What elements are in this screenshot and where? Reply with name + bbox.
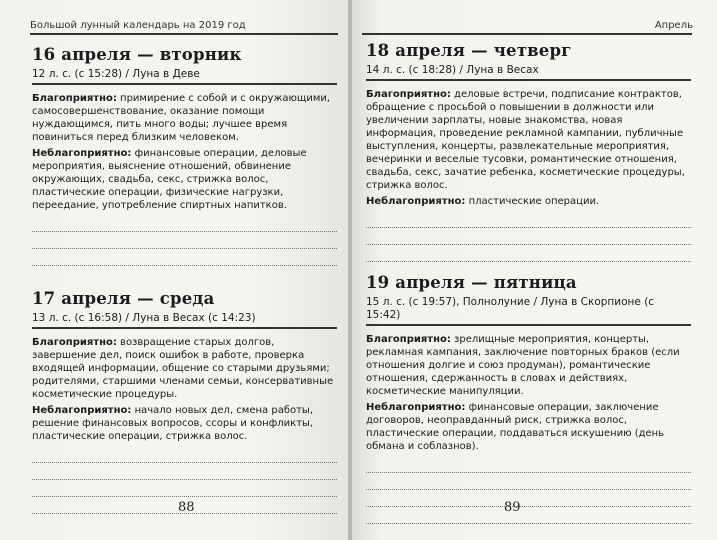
- note-line: [366, 228, 691, 245]
- moon-info: 14 л. с. (с 18:28) / Луна в Весах: [366, 64, 539, 76]
- page-number-left: 88: [178, 500, 195, 515]
- note-line: [366, 507, 691, 524]
- note-line: [32, 249, 337, 266]
- favorable-label: Благоприятно:: [366, 89, 451, 100]
- note-line: [32, 446, 337, 463]
- unfavorable-label: Неблагоприятно:: [32, 405, 132, 416]
- running-head-left: Большой лунный календарь на 2019 год: [30, 20, 246, 31]
- unfavorable-text: начало новых дел, смена работы, решение финансовых вопросов, ссоры и конфликты, пластические операции, стрижка волос.: [32, 405, 314, 442]
- unfavorable-label: Неблагоприятно:: [32, 148, 132, 159]
- note-line: [32, 463, 337, 480]
- note-line: [366, 211, 691, 228]
- note-lines: [32, 215, 337, 266]
- unfavorable-label: Неблагоприятно:: [366, 196, 466, 207]
- day-rule: [32, 83, 337, 85]
- unfavorable-paragraph: [366, 195, 691, 208]
- favorable-paragraph: [32, 92, 337, 144]
- note-line: [366, 245, 691, 262]
- note-line: [366, 490, 691, 507]
- favorable-paragraph: [366, 333, 691, 398]
- unfavorable-paragraph: [32, 147, 337, 212]
- favorable-paragraph: [32, 336, 337, 401]
- day-title: 16 апреля — вторник: [32, 45, 242, 64]
- note-line: [366, 456, 691, 473]
- note-line: [32, 480, 337, 497]
- favorable-label: Благоприятно:: [32, 93, 117, 104]
- day-title: 19 апреля — пятница: [366, 273, 577, 292]
- moon-info: 13 л. с. (с 16:58) / Луна в Весах (с 14:23): [32, 312, 256, 324]
- note-lines: [366, 211, 691, 262]
- note-lines: [366, 456, 691, 524]
- day-rule: [366, 324, 691, 326]
- day-entry-16-april: [32, 44, 337, 266]
- unfavorable-paragraph: [366, 401, 691, 453]
- unfavorable-text: финансовые операции, деловые мероприятия, выяснение отношений, обвинение окружающих, свадьба, секс, стрижка волос, пластические операции, физические нагрузки, переедание, употребление спиртных напитков.: [32, 148, 307, 211]
- moon-info: 15 л. с. (с 19:57), Полнолуние / Луна в Скорпионе (с 15:42): [366, 296, 655, 321]
- header-rule-left: [30, 33, 338, 35]
- day-entry-18-april: [366, 40, 691, 262]
- unfavorable-label: Неблагоприятно:: [366, 402, 466, 413]
- favorable-label: Благоприятно:: [32, 337, 117, 348]
- unfavorable-text: финансовые операции, заключение договоров, неоправданный риск, стрижка волос, пластические операции, поддаваться искушению (день обмана и соблазнов).: [366, 402, 665, 452]
- page-number-right: 89: [504, 500, 521, 515]
- day-entry-19-april: [366, 272, 691, 524]
- moon-info: 12 л. с. (с 15:28) / Луна в Деве: [32, 68, 200, 80]
- unfavorable-text: пластические операции.: [468, 196, 600, 207]
- day-title: 17 апреля — среда: [32, 289, 215, 308]
- page-right: [352, 0, 717, 540]
- header-rule-right: [362, 33, 692, 35]
- day-rule: [366, 79, 691, 81]
- favorable-text: возвращение старых долгов, завершение дел, поиск ошибок в работе, проверка входящей информации, общение со старыми друзьями; родителями, старшими членами семьи, консервативные косметические процедуры.: [32, 337, 334, 400]
- note-line: [366, 473, 691, 490]
- note-line: [32, 215, 337, 232]
- day-rule: [32, 327, 337, 329]
- page-left: [0, 0, 350, 540]
- note-line: [32, 232, 337, 249]
- day-entry-17-april: [32, 288, 337, 514]
- unfavorable-paragraph: [32, 404, 337, 443]
- day-title: 18 апреля — четверг: [366, 41, 572, 60]
- favorable-text: деловые встречи, подписание контрактов, обращение с просьбой о повышении в должности или увеличении зарплаты, новые знакомства, новая информация, проведение рекламной кампании, публичные выступления, концерты, развлекательные мероприятия, вечеринки и веселые тусовки, романтические отношения, свадьба, секс, зачатие ребенка, косметические процедуры, стрижка волос.: [366, 89, 685, 191]
- favorable-text: примирение с собой и с окружающими, самосовершенствование, оказание помощи нуждающимся, пить много воды; лучшее время повиниться перед близким человеком.: [32, 93, 331, 143]
- favorable-label: Благоприятно:: [366, 334, 451, 345]
- favorable-paragraph: [366, 88, 691, 192]
- favorable-text: зрелищные мероприятия, концерты, рекламная кампания, заключение повторных браков (если отношения долгие и союз продуман), романтические отношения, сдержанность в словах и действиях, косметические манипуляции.: [366, 334, 680, 397]
- running-head-right: Апрель: [654, 20, 693, 31]
